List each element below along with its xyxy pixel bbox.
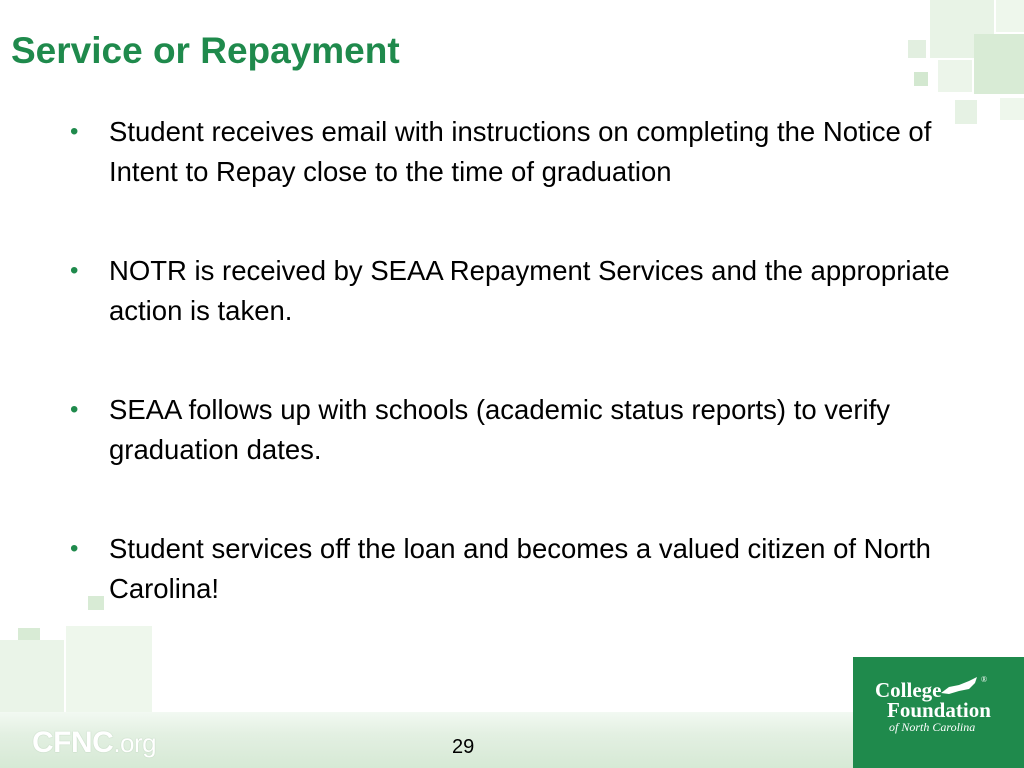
decor-square	[914, 72, 928, 86]
nc-state-map-icon	[939, 675, 979, 697]
bullet-dot-icon: •	[70, 118, 79, 145]
college-foundation-logo	[853, 657, 1024, 768]
registered-mark: ®	[981, 675, 988, 684]
decor-square	[0, 640, 64, 712]
decor-square	[974, 34, 1024, 94]
bullet-dot-icon: •	[70, 535, 79, 562]
page-number: 29	[452, 736, 475, 758]
bullet-text: Student services off the loan and becomes a valued citizen of North Carolina!	[109, 533, 931, 604]
bullet-list	[70, 112, 1000, 668]
bullet-text: NOTR is received by SEAA Repayment Services and the appropriate action is taken.	[109, 255, 950, 326]
bullet-dot-icon: •	[70, 257, 79, 284]
decor-square	[908, 40, 926, 58]
decor-square	[1000, 98, 1024, 120]
cfnc-logo[interactable]	[32, 726, 156, 760]
cfnc-logo-main: CFNC	[32, 726, 114, 759]
bullet-text: Student receives email with instructions on completing the Notice of Intent to Repay close to the time of graduation	[109, 116, 932, 187]
cfnc-logo-suffix: .org	[113, 728, 157, 758]
bullet-dot-icon: •	[70, 396, 79, 423]
bullet-item	[70, 529, 1000, 609]
brand-line-college: College	[875, 678, 942, 702]
slide-title: Service or Repayment	[11, 30, 400, 71]
bullet-item	[70, 390, 1000, 470]
brand-line-foundation: Foundation	[887, 698, 991, 722]
decor-square	[938, 60, 972, 92]
decor-square	[996, 0, 1024, 32]
bullet-item	[70, 251, 1000, 331]
bullet-text: SEAA follows up with schools (academic status reports) to verify graduation dates.	[109, 394, 891, 465]
brand-line-state: of North Carolina	[889, 720, 976, 734]
bullet-item	[70, 112, 1000, 192]
